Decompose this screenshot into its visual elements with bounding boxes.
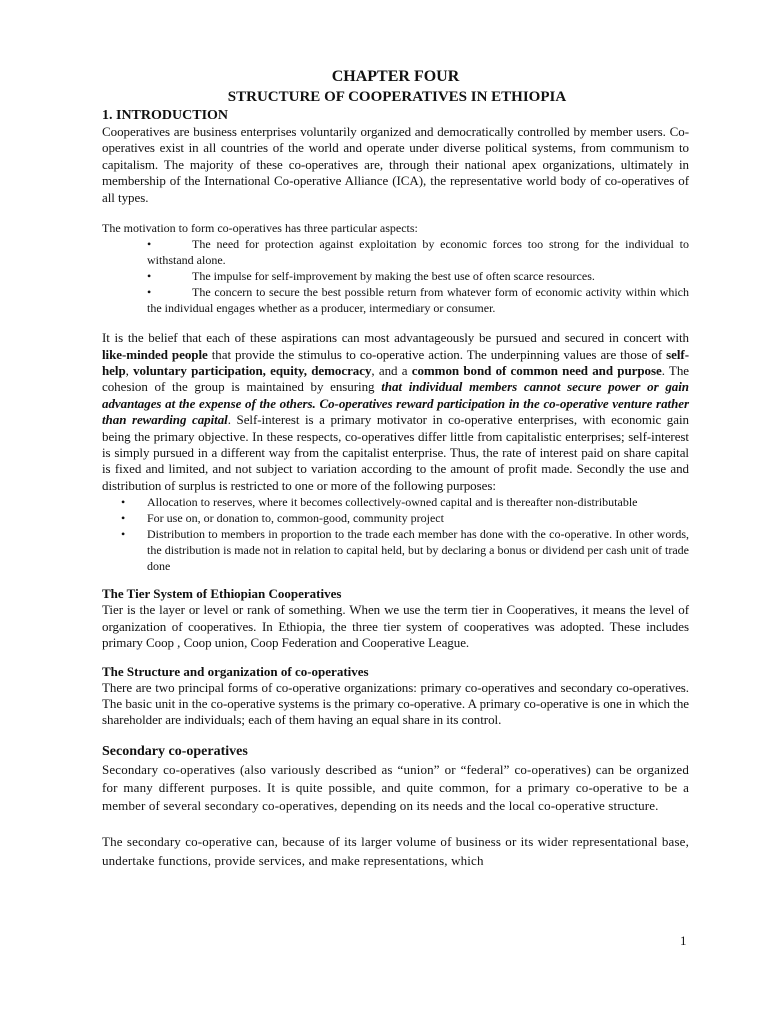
bullet-icon: •: [121, 511, 126, 526]
purposes-list: [102, 494, 689, 574]
purpose-text: Allocation to reserves, where it becomes collectively-owned capital and is thereafter non-distributable: [147, 495, 638, 510]
purpose-text: Distribution to members in proportion to the trade each member has done with the co-operative. In other words, the distribution is made not in relation to capital held, but by declaring a bonus or dividend per cash unit of trade done: [147, 527, 689, 574]
spacer: [102, 729, 689, 743]
text-run: , and a: [371, 363, 412, 379]
spacer: [102, 815, 689, 833]
page-number: 1: [680, 933, 687, 948]
aspects-list: [102, 236, 689, 316]
tier-heading: The Tier System of Ethiopian Cooperatives: [102, 586, 342, 602]
spacer: [102, 574, 689, 586]
tier-paragraph: Tier is the layer or level or rank of something. When we use the term tier in Cooperatives, it means the level of organization of cooperatives. In Ethiopia, the three tier system of cooperatives was adopted. These includes primary Coop , Coop union, Coop Federation and Cooperative League.: [102, 602, 689, 651]
secondary-paragraph-2: The secondary co-operative can, because of its larger volume of business or its wider representational base, undertake functions, provide services, and make representations, which: [102, 834, 689, 868]
bold-run: self-help: [102, 346, 689, 379]
spacer: [102, 316, 689, 330]
page-content: [102, 66, 689, 870]
text-run: . The cohesion of the group is maintained by ensuring: [102, 363, 689, 395]
chapter-label: CHAPTER FOUR: [331, 68, 460, 85]
aspect-text: The impulse for self-improvement by making the best use of often scarce resources.: [192, 269, 595, 284]
text-run: that provide the stimulus to co-operative action. The underpinning values are those of: [207, 346, 667, 362]
bullet-icon: •: [121, 495, 126, 510]
list-item: [121, 526, 689, 574]
bold-italic-run: that individual members cannot secure power or gain advantages at the expense of the others. Co-operatives reward participation in the co-operative venture rather than rewarding capital: [102, 379, 689, 428]
aspect-text: The concern to secure the best possible return from whatever form of economic activity within which the individual engages whether as a producer, intermediary or consumer.: [147, 285, 689, 316]
list-item: [102, 284, 689, 316]
bullet-icon: •: [147, 269, 152, 284]
list-item: [102, 268, 689, 284]
intro-paragraph: Cooperatives are business enterprises voluntarily organized and democratically controlled by member users. Co-operatives exist in all countries of the world and operate under diverse political systems, from communism to capitalism. The majority of these co-operatives are, through their national apex organizations, ultimately in membership of the International Co-operative Alliance (ICA), the representative world body of co-operatives of all types.: [102, 124, 689, 205]
intro-heading: 1. INTRODUCTION: [102, 108, 229, 123]
spacer: [102, 652, 689, 664]
structure-paragraph: There are two principal forms of co-operative organizations: primary co-operatives and secondary co-operatives. The basic unit in the co-operative systems is the primary co-operative. A primary co-operative is one in which the shareholder are individuals; each of them having an equal share in its control.: [102, 679, 689, 728]
secondary-paragraph: Secondary co-operatives (also variously described as “union” or “federal” co-operatives) can be organized for many different purposes. It is quite possible, and quite common, for a primary co-operative to be a member of several secondary co-operatives, depending on its needs and the local co-operative structure.: [102, 761, 689, 814]
structure-heading: The Structure and organization of co-operatives: [102, 663, 369, 679]
bold-run: common bond of common need and purpose: [411, 363, 662, 379]
belief-paragraph: [102, 330, 689, 494]
aspect-text: The need for protection against exploitation by economic forces too strong for the individual to withstand alone.: [147, 237, 689, 268]
secondary-heading: Secondary co-operatives: [102, 743, 248, 759]
text-run: . Self-interest is a primary motivator in co-operative enterprises, with economic gain being the primary objective. In these respects, co-operatives differ little from capitalistic enterprises; self-interest is simply pursued in a different way from the capitalist enterprise. Thus, the rate of interest paid on share capital is fixed and limited, and not subject to variation according to the amount of profit made. Secondly the use and distribution of surplus is restricted to one or more of the following purposes:: [102, 412, 689, 493]
list-item: [121, 494, 689, 510]
bold-run: like-minded people: [102, 346, 208, 362]
list-item: [102, 236, 689, 268]
list-item: [121, 510, 689, 526]
motivation-lead: The motivation to form co-operatives has three particular aspects:: [102, 221, 418, 236]
text-run: ,: [125, 363, 134, 379]
bullet-icon: •: [147, 237, 152, 252]
bold-run: voluntary participation, equity, democracy: [133, 363, 372, 379]
text-run: It is the belief that each of these aspirations can most advantageously be pursued and secured in concert with: [102, 330, 689, 346]
spacer: [102, 206, 689, 220]
chapter-title: STRUCTURE OF COOPERATIVES IN ETHIOPIA: [227, 89, 567, 105]
bullet-icon: •: [121, 527, 126, 542]
bullet-icon: •: [147, 285, 152, 300]
purpose-text: For use on, or donation to, common-good, community project: [147, 511, 444, 526]
